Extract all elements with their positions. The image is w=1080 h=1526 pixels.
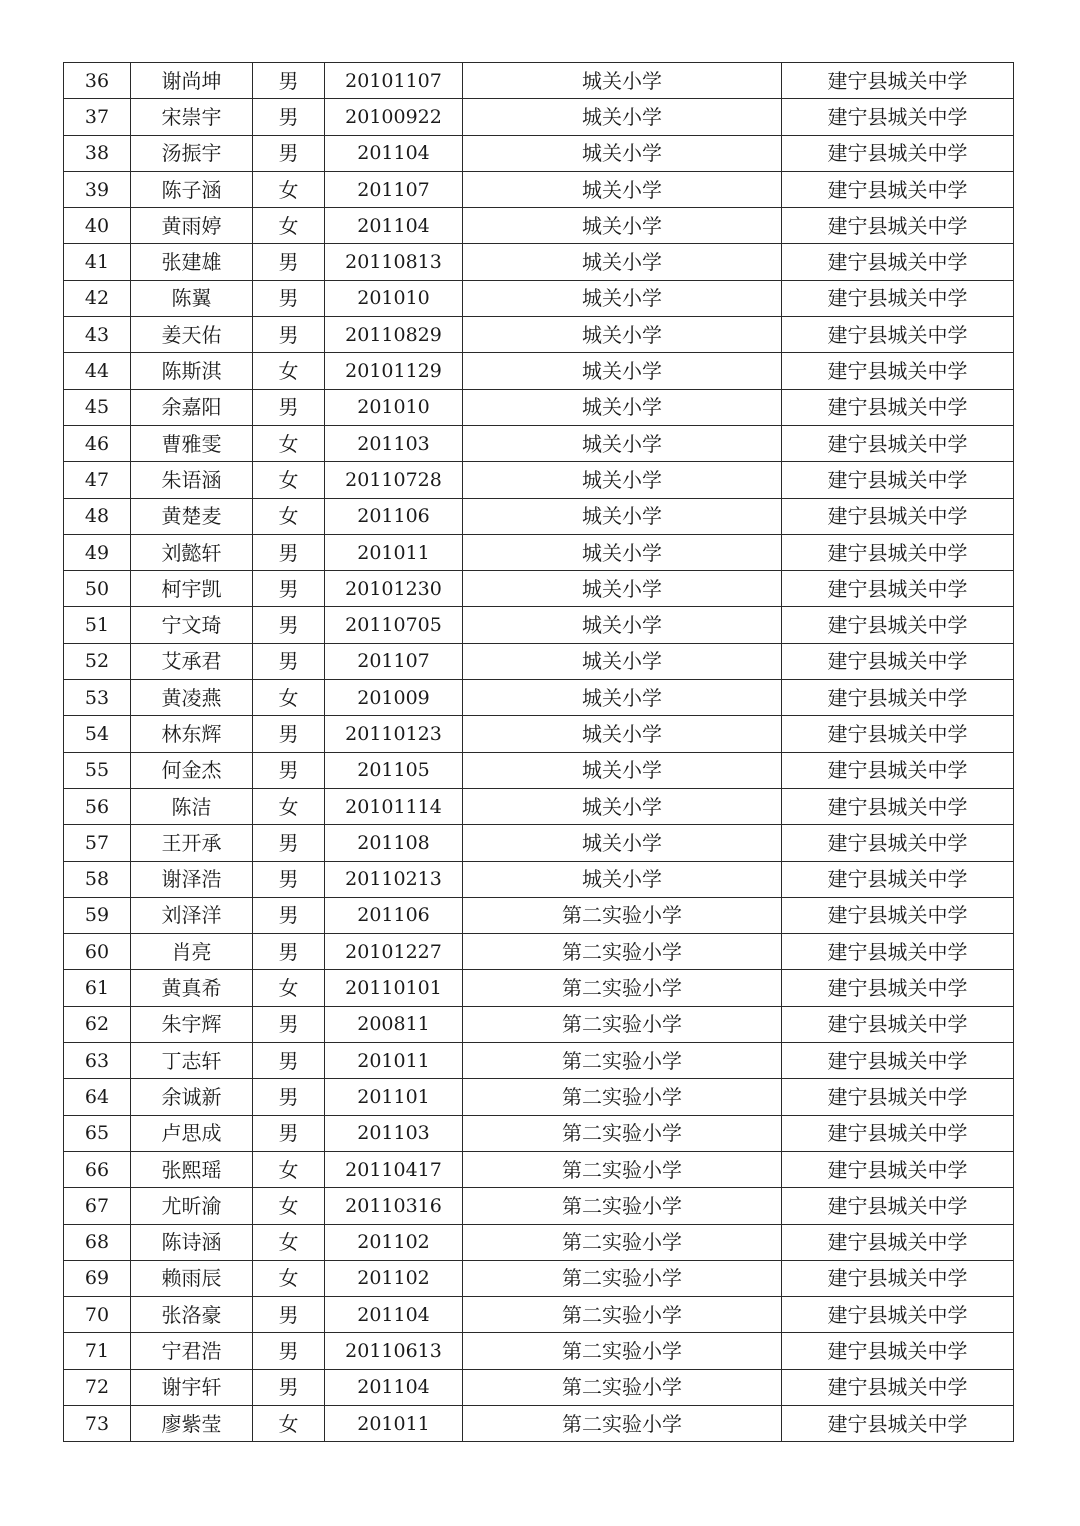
table-row [64, 825, 1014, 861]
row-number-cell: 38 [64, 135, 131, 171]
document-page [63, 62, 1013, 1442]
assigned-middle-school-cell: 建宁县城关中学 [782, 63, 1014, 99]
student-gender-cell: 男 [253, 716, 325, 752]
table-row [64, 498, 1014, 534]
birth-date-cell: 20110829 [325, 317, 463, 353]
table-row [64, 1115, 1014, 1151]
primary-school-cell: 城关小学 [463, 498, 782, 534]
assigned-middle-school-cell: 建宁县城关中学 [782, 244, 1014, 280]
primary-school-cell: 城关小学 [463, 861, 782, 897]
student-name-cell: 刘懿轩 [131, 534, 253, 570]
primary-school-cell: 城关小学 [463, 99, 782, 135]
birth-date-cell: 20110705 [325, 607, 463, 643]
table-row [64, 1405, 1014, 1441]
table-row [64, 643, 1014, 679]
student-name-cell: 何金杰 [131, 752, 253, 788]
table-row [64, 171, 1014, 207]
primary-school-cell: 城关小学 [463, 353, 782, 389]
primary-school-cell: 城关小学 [463, 752, 782, 788]
table-row [64, 135, 1014, 171]
table-row [64, 788, 1014, 824]
student-gender-cell: 男 [253, 825, 325, 861]
row-number-cell: 70 [64, 1297, 131, 1333]
table-row [64, 1188, 1014, 1224]
birth-date-cell: 20110101 [325, 970, 463, 1006]
table-row [64, 1333, 1014, 1369]
student-name-cell: 朱语涵 [131, 462, 253, 498]
assigned-middle-school-cell: 建宁县城关中学 [782, 135, 1014, 171]
birth-date-cell: 201102 [325, 1260, 463, 1296]
student-name-cell: 曹雅雯 [131, 425, 253, 461]
birth-date-cell: 20110417 [325, 1151, 463, 1187]
birth-date-cell: 201011 [325, 1043, 463, 1079]
student-name-cell: 刘泽洋 [131, 897, 253, 933]
student-gender-cell: 女 [253, 1151, 325, 1187]
table-row [64, 462, 1014, 498]
student-gender-cell: 男 [253, 607, 325, 643]
assigned-middle-school-cell: 建宁县城关中学 [782, 1043, 1014, 1079]
assigned-middle-school-cell: 建宁县城关中学 [782, 389, 1014, 425]
student-gender-cell: 男 [253, 643, 325, 679]
row-number-cell: 46 [64, 425, 131, 461]
row-number-cell: 37 [64, 99, 131, 135]
assigned-middle-school-cell: 建宁县城关中学 [782, 861, 1014, 897]
birth-date-cell: 201106 [325, 897, 463, 933]
row-number-cell: 56 [64, 788, 131, 824]
birth-date-cell: 20101230 [325, 571, 463, 607]
birth-date-cell: 20100922 [325, 99, 463, 135]
primary-school-cell: 城关小学 [463, 716, 782, 752]
student-name-cell: 张熙瑶 [131, 1151, 253, 1187]
row-number-cell: 58 [64, 861, 131, 897]
primary-school-cell: 城关小学 [463, 680, 782, 716]
row-number-cell: 64 [64, 1079, 131, 1115]
student-name-cell: 朱宇辉 [131, 1006, 253, 1042]
student-gender-cell: 女 [253, 353, 325, 389]
row-number-cell: 42 [64, 280, 131, 316]
birth-date-cell: 20101107 [325, 63, 463, 99]
student-gender-cell: 男 [253, 861, 325, 897]
primary-school-cell: 第二实验小学 [463, 1369, 782, 1405]
student-name-cell: 张建雄 [131, 244, 253, 280]
table-row [64, 752, 1014, 788]
table-row [64, 1043, 1014, 1079]
birth-date-cell: 201010 [325, 389, 463, 425]
row-number-cell: 43 [64, 317, 131, 353]
row-number-cell: 60 [64, 934, 131, 970]
student-gender-cell: 男 [253, 63, 325, 99]
primary-school-cell: 第二实验小学 [463, 970, 782, 1006]
row-number-cell: 62 [64, 1006, 131, 1042]
assigned-middle-school-cell: 建宁县城关中学 [782, 970, 1014, 1006]
row-number-cell: 61 [64, 970, 131, 1006]
row-number-cell: 66 [64, 1151, 131, 1187]
student-name-cell: 汤振宇 [131, 135, 253, 171]
row-number-cell: 63 [64, 1043, 131, 1079]
primary-school-cell: 第二实验小学 [463, 1115, 782, 1151]
student-gender-cell: 女 [253, 171, 325, 207]
assigned-middle-school-cell: 建宁县城关中学 [782, 280, 1014, 316]
assigned-middle-school-cell: 建宁县城关中学 [782, 498, 1014, 534]
birth-date-cell: 201101 [325, 1079, 463, 1115]
row-number-cell: 73 [64, 1405, 131, 1441]
table-row [64, 63, 1014, 99]
birth-date-cell: 20101114 [325, 788, 463, 824]
student-gender-cell: 女 [253, 1260, 325, 1296]
table-row [64, 861, 1014, 897]
student-gender-cell: 女 [253, 680, 325, 716]
birth-date-cell: 201104 [325, 135, 463, 171]
birth-date-cell: 201105 [325, 752, 463, 788]
assigned-middle-school-cell: 建宁县城关中学 [782, 607, 1014, 643]
assigned-middle-school-cell: 建宁县城关中学 [782, 1297, 1014, 1333]
student-name-cell: 余嘉阳 [131, 389, 253, 425]
student-gender-cell: 女 [253, 788, 325, 824]
table-row [64, 353, 1014, 389]
student-gender-cell: 女 [253, 425, 325, 461]
birth-date-cell: 201102 [325, 1224, 463, 1260]
birth-date-cell: 20110813 [325, 244, 463, 280]
birth-date-cell: 20101129 [325, 353, 463, 389]
student-gender-cell: 男 [253, 534, 325, 570]
assigned-middle-school-cell: 建宁县城关中学 [782, 643, 1014, 679]
assigned-middle-school-cell: 建宁县城关中学 [782, 716, 1014, 752]
primary-school-cell: 城关小学 [463, 425, 782, 461]
student-gender-cell: 男 [253, 280, 325, 316]
birth-date-cell: 201107 [325, 171, 463, 207]
primary-school-cell: 城关小学 [463, 825, 782, 861]
student-gender-cell: 男 [253, 934, 325, 970]
table-row [64, 1369, 1014, 1405]
primary-school-cell: 城关小学 [463, 280, 782, 316]
table-row [64, 897, 1014, 933]
primary-school-cell: 城关小学 [463, 643, 782, 679]
assigned-middle-school-cell: 建宁县城关中学 [782, 1006, 1014, 1042]
primary-school-cell: 第二实验小学 [463, 1188, 782, 1224]
student-gender-cell: 女 [253, 970, 325, 1006]
assigned-middle-school-cell: 建宁县城关中学 [782, 752, 1014, 788]
birth-date-cell: 20110316 [325, 1188, 463, 1224]
assigned-middle-school-cell: 建宁县城关中学 [782, 1405, 1014, 1441]
assigned-middle-school-cell: 建宁县城关中学 [782, 1151, 1014, 1187]
birth-date-cell: 201103 [325, 1115, 463, 1151]
student-gender-cell: 女 [253, 1188, 325, 1224]
student-gender-cell: 男 [253, 1115, 325, 1151]
assigned-middle-school-cell: 建宁县城关中学 [782, 788, 1014, 824]
row-number-cell: 47 [64, 462, 131, 498]
student-gender-cell: 女 [253, 462, 325, 498]
student-name-cell: 谢泽浩 [131, 861, 253, 897]
student-gender-cell: 男 [253, 1297, 325, 1333]
row-number-cell: 44 [64, 353, 131, 389]
assigned-middle-school-cell: 建宁县城关中学 [782, 353, 1014, 389]
student-gender-cell: 女 [253, 1224, 325, 1260]
assigned-middle-school-cell: 建宁县城关中学 [782, 1369, 1014, 1405]
birth-date-cell: 20110613 [325, 1333, 463, 1369]
assigned-middle-school-cell: 建宁县城关中学 [782, 208, 1014, 244]
birth-date-cell: 201103 [325, 425, 463, 461]
birth-date-cell: 20110728 [325, 462, 463, 498]
table-row [64, 208, 1014, 244]
primary-school-cell: 城关小学 [463, 607, 782, 643]
primary-school-cell: 城关小学 [463, 788, 782, 824]
primary-school-cell: 第二实验小学 [463, 1043, 782, 1079]
student-name-cell: 陈斯淇 [131, 353, 253, 389]
student-gender-cell: 男 [253, 135, 325, 171]
student-gender-cell: 男 [253, 752, 325, 788]
primary-school-cell: 城关小学 [463, 244, 782, 280]
birth-date-cell: 201106 [325, 498, 463, 534]
assigned-middle-school-cell: 建宁县城关中学 [782, 462, 1014, 498]
student-gender-cell: 男 [253, 1043, 325, 1079]
primary-school-cell: 第二实验小学 [463, 1297, 782, 1333]
row-number-cell: 55 [64, 752, 131, 788]
student-name-cell: 柯宇凯 [131, 571, 253, 607]
student-gender-cell: 女 [253, 1405, 325, 1441]
primary-school-cell: 城关小学 [463, 63, 782, 99]
row-number-cell: 53 [64, 680, 131, 716]
assigned-middle-school-cell: 建宁县城关中学 [782, 534, 1014, 570]
student-gender-cell: 男 [253, 244, 325, 280]
student-name-cell: 赖雨辰 [131, 1260, 253, 1296]
student-name-cell: 廖紫莹 [131, 1405, 253, 1441]
assigned-middle-school-cell: 建宁县城关中学 [782, 571, 1014, 607]
student-name-cell: 宁文琦 [131, 607, 253, 643]
student-name-cell: 王开承 [131, 825, 253, 861]
student-name-cell: 姜天佑 [131, 317, 253, 353]
assigned-middle-school-cell: 建宁县城关中学 [782, 1115, 1014, 1151]
student-name-cell: 肖亮 [131, 934, 253, 970]
birth-date-cell: 20110123 [325, 716, 463, 752]
birth-date-cell: 201104 [325, 1297, 463, 1333]
birth-date-cell: 200811 [325, 1006, 463, 1042]
row-number-cell: 49 [64, 534, 131, 570]
student-name-cell: 宁君浩 [131, 1333, 253, 1369]
student-name-cell: 黄凌燕 [131, 680, 253, 716]
primary-school-cell: 城关小学 [463, 462, 782, 498]
row-number-cell: 48 [64, 498, 131, 534]
student-name-cell: 林东辉 [131, 716, 253, 752]
row-number-cell: 39 [64, 171, 131, 207]
table-row [64, 680, 1014, 716]
student-name-cell: 卢思成 [131, 1115, 253, 1151]
row-number-cell: 57 [64, 825, 131, 861]
assigned-middle-school-cell: 建宁县城关中学 [782, 99, 1014, 135]
assigned-middle-school-cell: 建宁县城关中学 [782, 1224, 1014, 1260]
row-number-cell: 40 [64, 208, 131, 244]
table-row [64, 934, 1014, 970]
assigned-middle-school-cell: 建宁县城关中学 [782, 317, 1014, 353]
table-row [64, 1224, 1014, 1260]
student-name-cell: 丁志轩 [131, 1043, 253, 1079]
table-row [64, 970, 1014, 1006]
student-gender-cell: 男 [253, 317, 325, 353]
primary-school-cell: 第二实验小学 [463, 934, 782, 970]
student-name-cell: 陈子涵 [131, 171, 253, 207]
student-name-cell: 陈诗涵 [131, 1224, 253, 1260]
student-name-cell: 黄雨婷 [131, 208, 253, 244]
student-gender-cell: 男 [253, 389, 325, 425]
table-row [64, 607, 1014, 643]
row-number-cell: 51 [64, 607, 131, 643]
birth-date-cell: 201011 [325, 534, 463, 570]
row-number-cell: 59 [64, 897, 131, 933]
student-name-cell: 艾承君 [131, 643, 253, 679]
table-row [64, 244, 1014, 280]
roster-body [64, 63, 1014, 1442]
table-row [64, 1006, 1014, 1042]
birth-date-cell: 201011 [325, 1405, 463, 1441]
student-name-cell: 黄楚麦 [131, 498, 253, 534]
primary-school-cell: 第二实验小学 [463, 897, 782, 933]
primary-school-cell: 第二实验小学 [463, 1079, 782, 1115]
table-row [64, 716, 1014, 752]
primary-school-cell: 城关小学 [463, 171, 782, 207]
primary-school-cell: 第二实验小学 [463, 1006, 782, 1042]
birth-date-cell: 201108 [325, 825, 463, 861]
student-gender-cell: 男 [253, 99, 325, 135]
primary-school-cell: 第二实验小学 [463, 1224, 782, 1260]
primary-school-cell: 城关小学 [463, 135, 782, 171]
student-gender-cell: 男 [253, 1333, 325, 1369]
assigned-middle-school-cell: 建宁县城关中学 [782, 1333, 1014, 1369]
primary-school-cell: 城关小学 [463, 317, 782, 353]
primary-school-cell: 第二实验小学 [463, 1260, 782, 1296]
row-number-cell: 71 [64, 1333, 131, 1369]
assigned-middle-school-cell: 建宁县城关中学 [782, 825, 1014, 861]
birth-date-cell: 201107 [325, 643, 463, 679]
primary-school-cell: 第二实验小学 [463, 1405, 782, 1441]
assigned-middle-school-cell: 建宁县城关中学 [782, 1188, 1014, 1224]
row-number-cell: 68 [64, 1224, 131, 1260]
student-roster-table [63, 62, 1014, 1442]
row-number-cell: 67 [64, 1188, 131, 1224]
table-row [64, 1079, 1014, 1115]
student-gender-cell: 男 [253, 897, 325, 933]
student-name-cell: 尤昕渝 [131, 1188, 253, 1224]
assigned-middle-school-cell: 建宁县城关中学 [782, 934, 1014, 970]
row-number-cell: 65 [64, 1115, 131, 1151]
student-name-cell: 陈洁 [131, 788, 253, 824]
primary-school-cell: 第二实验小学 [463, 1151, 782, 1187]
assigned-middle-school-cell: 建宁县城关中学 [782, 897, 1014, 933]
row-number-cell: 45 [64, 389, 131, 425]
table-row [64, 534, 1014, 570]
student-gender-cell: 男 [253, 571, 325, 607]
assigned-middle-school-cell: 建宁县城关中学 [782, 171, 1014, 207]
birth-date-cell: 201009 [325, 680, 463, 716]
student-gender-cell: 男 [253, 1079, 325, 1115]
birth-date-cell: 20101227 [325, 934, 463, 970]
student-name-cell: 张洛豪 [131, 1297, 253, 1333]
table-row [64, 99, 1014, 135]
student-name-cell: 宋崇宇 [131, 99, 253, 135]
table-row [64, 280, 1014, 316]
row-number-cell: 41 [64, 244, 131, 280]
assigned-middle-school-cell: 建宁县城关中学 [782, 680, 1014, 716]
birth-date-cell: 201010 [325, 280, 463, 316]
assigned-middle-school-cell: 建宁县城关中学 [782, 425, 1014, 461]
primary-school-cell: 城关小学 [463, 389, 782, 425]
row-number-cell: 52 [64, 643, 131, 679]
student-name-cell: 谢尚坤 [131, 63, 253, 99]
assigned-middle-school-cell: 建宁县城关中学 [782, 1260, 1014, 1296]
primary-school-cell: 城关小学 [463, 571, 782, 607]
student-gender-cell: 女 [253, 498, 325, 534]
row-number-cell: 54 [64, 716, 131, 752]
table-row [64, 425, 1014, 461]
row-number-cell: 72 [64, 1369, 131, 1405]
birth-date-cell: 20110213 [325, 861, 463, 897]
table-row [64, 317, 1014, 353]
table-row [64, 1151, 1014, 1187]
primary-school-cell: 城关小学 [463, 208, 782, 244]
row-number-cell: 69 [64, 1260, 131, 1296]
row-number-cell: 50 [64, 571, 131, 607]
table-row [64, 1260, 1014, 1296]
student-name-cell: 余诚新 [131, 1079, 253, 1115]
student-gender-cell: 男 [253, 1006, 325, 1042]
student-gender-cell: 男 [253, 1369, 325, 1405]
table-row [64, 571, 1014, 607]
assigned-middle-school-cell: 建宁县城关中学 [782, 1079, 1014, 1115]
birth-date-cell: 201104 [325, 208, 463, 244]
student-name-cell: 陈翼 [131, 280, 253, 316]
student-name-cell: 谢宇轩 [131, 1369, 253, 1405]
student-name-cell: 黄真希 [131, 970, 253, 1006]
primary-school-cell: 第二实验小学 [463, 1333, 782, 1369]
birth-date-cell: 201104 [325, 1369, 463, 1405]
table-row [64, 1297, 1014, 1333]
primary-school-cell: 城关小学 [463, 534, 782, 570]
row-number-cell: 36 [64, 63, 131, 99]
table-row [64, 389, 1014, 425]
student-gender-cell: 女 [253, 208, 325, 244]
